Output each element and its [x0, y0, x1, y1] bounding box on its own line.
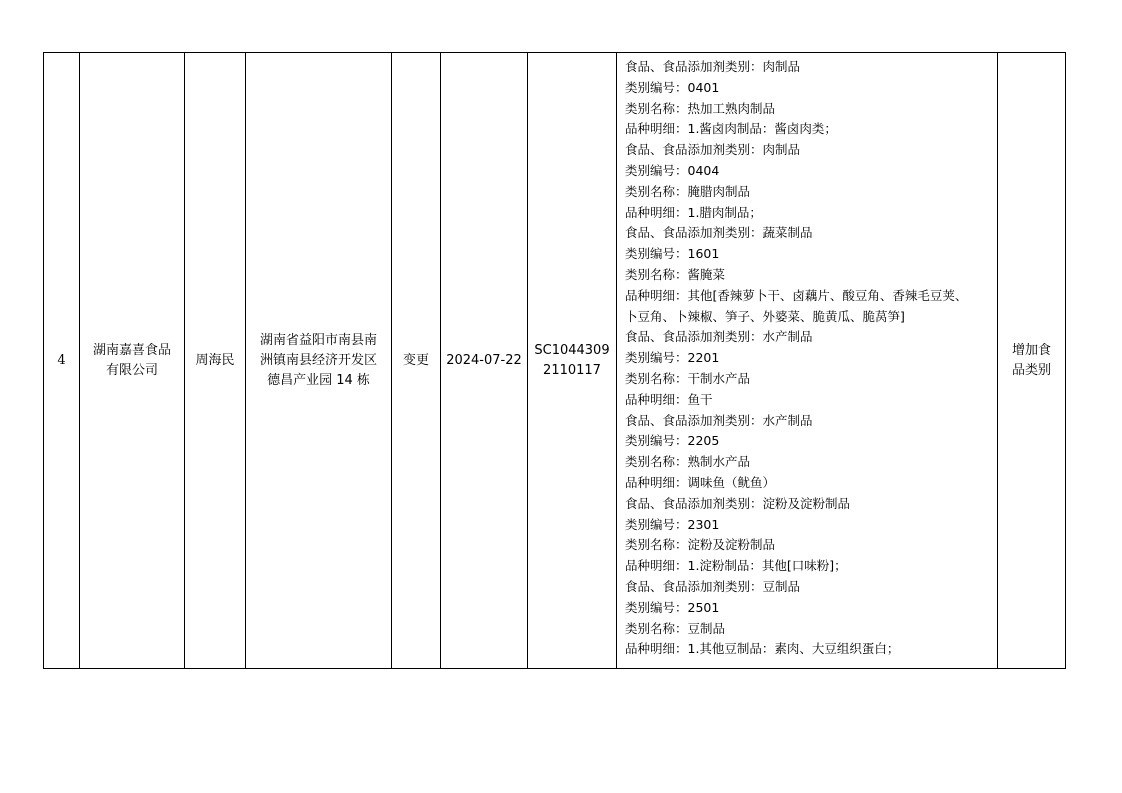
address-line: 德昌产业园 14 栋 [267, 372, 370, 388]
detail-line: 品种明细：鱼干 [625, 391, 713, 407]
license-number-line: 2110117 [543, 362, 601, 378]
detail-line: 食品、食品添加剂类别：淀粉及淀粉制品 [625, 495, 851, 511]
record-table [43, 52, 1066, 669]
detail-line: 类别编号：2205 [625, 433, 720, 449]
detail-line: 类别编号：2301 [625, 516, 720, 532]
detail-line: 类别编号：0401 [625, 79, 720, 95]
detail-line: 类别名称：熟制水产品 [625, 454, 751, 470]
index-value: 4 [57, 352, 66, 368]
detail-line: 品种明细：1.淀粉制品：其他[口味粉]； [625, 558, 847, 574]
address-cell [246, 53, 392, 669]
detail-line: 品种明细：调味鱼（鱿鱼） [625, 474, 776, 490]
license-number-line: SC1044309 [534, 342, 610, 358]
legal-rep-cell [185, 53, 246, 669]
company-name-line: 有限公司 [105, 362, 158, 378]
detail-line: 类别名称：热加工熟肉制品 [625, 100, 776, 116]
remark-cell [998, 53, 1066, 669]
detail-line: 类别编号：0404 [625, 162, 720, 178]
detail-line: 卜豆角、卜辣椒、笋子、外婆菜、脆黄瓜、脆莴笋] [625, 308, 905, 324]
change-type-value: 变更 [402, 352, 429, 368]
detail-line: 食品、食品添加剂类别：蔬菜制品 [625, 225, 813, 241]
license-cell [528, 53, 617, 669]
detail-line: 类别名称：酱腌菜 [625, 266, 726, 282]
detail-line: 类别名称：干制水产品 [625, 370, 751, 386]
legal-rep-value: 周海民 [195, 352, 235, 368]
detail-line: 类别编号：2201 [625, 350, 720, 366]
date-cell [441, 53, 528, 669]
detail-line: 类别名称：淀粉及淀粉制品 [625, 537, 776, 553]
change-type-cell [392, 53, 441, 669]
table-row [44, 53, 1066, 669]
company-cell [80, 53, 185, 669]
detail-line: 品种明细：1.酱卤肉制品：酱卤肉类； [625, 121, 837, 137]
index-cell [44, 53, 80, 669]
detail-line: 类别名称：豆制品 [625, 620, 726, 636]
detail-line: 食品、食品添加剂类别：水产制品 [625, 329, 813, 345]
detail-line: 食品、食品添加剂类别：肉制品 [625, 59, 801, 74]
date-value: 2024-07-22 [446, 352, 522, 368]
detail-line: 品种明细：1.其他豆制品：素肉、大豆组织蛋白； [625, 641, 900, 657]
remark-line: 增加食 [1011, 342, 1051, 358]
detail-line: 品种明细：其他[香辣萝卜干、卤藕片、酸豆角、香辣毛豆荚、 [625, 287, 968, 303]
address-line: 湖南省益阳市南县南 [259, 332, 377, 348]
detail-line: 品种明细：1.腊肉制品； [625, 204, 762, 220]
remark-line: 品类别 [1011, 362, 1051, 378]
detail-line: 类别编号：2501 [625, 599, 720, 615]
detail-line: 类别名称：腌腊肉制品 [625, 183, 751, 199]
food-category-detail-cell [617, 53, 998, 669]
detail-line: 食品、食品添加剂类别：豆制品 [625, 578, 801, 594]
detail-line: 食品、食品添加剂类别：水产制品 [625, 412, 813, 428]
address-line: 洲镇南县经济开发区 [259, 352, 377, 368]
detail-line: 食品、食品添加剂类别：肉制品 [625, 142, 801, 158]
detail-line: 类别编号：1601 [625, 246, 720, 262]
company-name-line: 湖南嘉喜食品 [92, 342, 171, 358]
